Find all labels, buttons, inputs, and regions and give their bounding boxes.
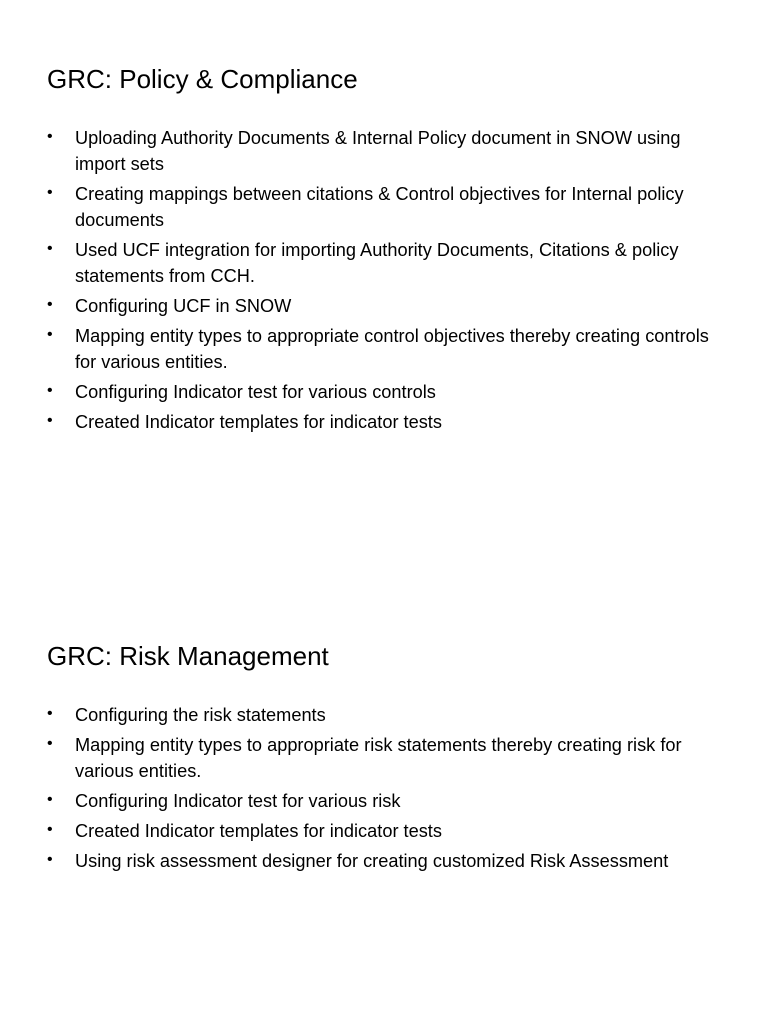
bullet-icon: • — [47, 821, 53, 838]
list-item — [47, 409, 727, 435]
bullet-list — [47, 125, 727, 435]
list-item-text: Configuring Indicator test for various risk — [75, 791, 401, 811]
bullet-icon: • — [47, 851, 53, 868]
list-item — [47, 125, 727, 177]
list-item — [47, 848, 727, 874]
list-item-text: Mapping entity types to appropriate control objectives thereby creating controls for various entities. — [75, 326, 709, 372]
bullet-icon: • — [47, 705, 53, 722]
list-item — [47, 293, 727, 319]
bullet-icon: • — [47, 296, 53, 313]
list-item-text: Uploading Authority Documents & Internal Policy document in SNOW using import sets — [75, 128, 681, 174]
list-item-text: Created Indicator templates for indicator tests — [75, 412, 442, 432]
list-item-text: Used UCF integration for importing Authority Documents, Citations & policy statements from CCH. — [75, 240, 679, 286]
list-item-text: Configuring UCF in SNOW — [75, 296, 292, 316]
bullet-icon: • — [47, 128, 53, 145]
bullet-icon: • — [47, 326, 53, 343]
list-item — [47, 323, 727, 375]
list-item-text: Configuring Indicator test for various controls — [75, 382, 436, 402]
bullet-icon: • — [47, 184, 53, 201]
bullet-icon: • — [47, 412, 53, 429]
list-item — [47, 702, 727, 728]
list-item-text: Using risk assessment designer for creating customized Risk Assessment — [75, 851, 669, 871]
list-item — [47, 818, 727, 844]
section-title: GRC: Policy & Compliance — [47, 64, 358, 94]
bullet-icon: • — [47, 735, 53, 752]
list-item — [47, 788, 727, 814]
bullet-icon: • — [47, 791, 53, 808]
section-risk-management — [47, 639, 727, 878]
bullet-icon: • — [47, 240, 53, 257]
bullet-list — [47, 702, 727, 874]
bullet-icon: • — [47, 382, 53, 399]
section-policy-compliance — [47, 62, 727, 439]
list-item-text: Mapping entity types to appropriate risk statements thereby creating risk for various entities. — [75, 735, 682, 781]
list-item-text: Creating mappings between citations & Control objectives for Internal policy documents — [75, 184, 684, 230]
list-item — [47, 732, 727, 784]
list-item — [47, 379, 727, 405]
list-item — [47, 181, 727, 233]
list-item-text: Configuring the risk statements — [75, 705, 326, 725]
section-title: GRC: Risk Management — [47, 641, 329, 671]
list-item-text: Created Indicator templates for indicator tests — [75, 821, 442, 841]
list-item — [47, 237, 727, 289]
